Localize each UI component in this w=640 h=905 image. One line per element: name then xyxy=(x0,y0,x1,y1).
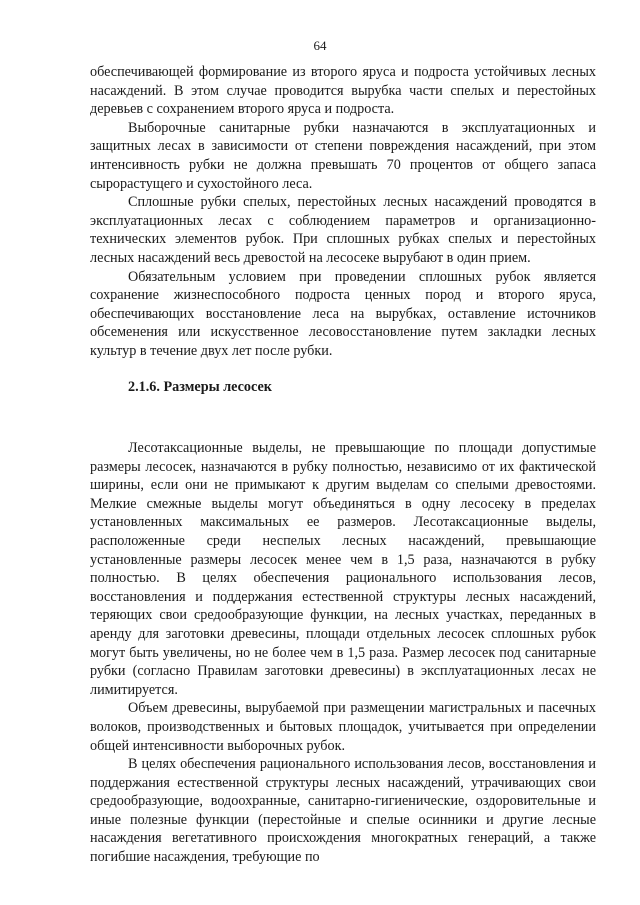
paragraph-rational-use: В целях обеспечения рационального использования лесов, восстановления и поддержания естественной структуры лесных насаждений, утрачивающих свои средообразующие, водоохранные, санитарно-гигиенические, оздоровительные и иные полезные функции (перестойные и спелые осинники и другие лесные насаждения вегетативного происхождения многократных генераций, а также погибшие насаждения, требующие по xyxy=(90,756,596,866)
page-number: 64 xyxy=(313,38,327,53)
text-block-top xyxy=(90,63,596,361)
section-heading: 2.1.6. Размеры лесосек xyxy=(128,379,272,395)
paragraph-continuation: обеспечивающей формирование из второго яруса и подроста устойчивых лесных насаждений. В этом случае проводится вырубка части спелых и перестойных деревьев с сохранением второго яруса и подроста. xyxy=(90,64,596,118)
paragraph-wood-volume: Объем древесины, вырубаемой при размещении магистральных и пасечных волоков, производственных и бытовых площадок, учитывается при определении общей интенсивности выборочных рубок. xyxy=(90,700,596,754)
paragraph-clear-cuttings: Сплошные рубки спелых, перестойных лесных насаждений проводятся в эксплуатационных лесах с соблюдением параметров и организационно-технических элементов рубок. При сплошных рубках спелых и перестойных лесных насаждений весь древостой на лесосеке вырубают в один прием. xyxy=(90,194,596,266)
paragraph-taxation-units: Лесотаксационные выделы, не превышающие по площади допустимые размеры лесосек, назначаются в рубку полностью, независимо от их фактической ширины, если они не примыкают к другим выделам со спелыми древостоями. Мелкие смежные выделы могут объединяться в одну лесосеку в пределах установленных максимальных ее размеров. Лесотаксационные выделы, расположенные среди неспелых лесных насаждений, превышающие установленные размеры лесосек менее чем в 1,5 раза, назначаются в рубку полностью. В целях обеспечения рационального использования лесов, восстановления и поддержания естественной структуры лесных насаждений, теряющих свои средообразующие функции, на лесных участках, переданных в аренду для заготовки древесины, площади отдельных лесосек сплошных рубок могут быть увеличены, но не более чем в 1,5 раза. Размер лесосек под санитарные рубки (согласно Правилам заготовки древесины) в эксплуатационных лесах не лимитируется. xyxy=(90,440,596,698)
text-block-bottom xyxy=(90,439,596,867)
paragraph-selective-sanitary-cuttings: Выборочные санитарные рубки назначаются в эксплуатационных и защитных лесах в зависимости от степени повреждения насаждений, при этом интенсивность рубки не должна превышать 70 процентов от общего запаса сырорастущего и сухостойного леса. xyxy=(90,119,596,192)
paragraph-mandatory-condition: Обязательным условием при проведении сплошных рубок является сохранение жизнеспособного подроста ценных пород и второго яруса, обеспечивающих восстановление леса на вырубках, оставление источников обсеменения или искусственное лесовосстановление путем закладки лесных культур в течение двух лет после рубки. xyxy=(90,268,596,359)
